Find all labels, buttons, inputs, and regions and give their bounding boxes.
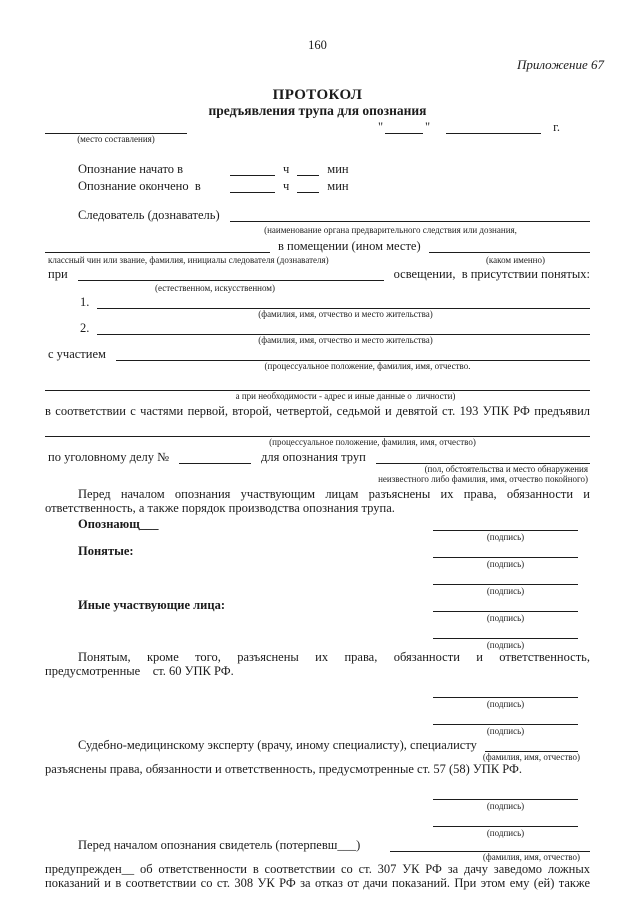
minutes-unit: мин <box>327 179 349 193</box>
rank-blank-line <box>45 239 270 253</box>
participation-label: с участием <box>48 347 106 361</box>
signature-caption: (подпись) <box>486 559 525 569</box>
premises-label: в помещении (ином месте) <box>278 239 421 253</box>
signature-line <box>433 517 578 531</box>
signature-caption: (подпись) <box>486 801 525 811</box>
lighting-blank-line <box>78 267 384 281</box>
place-caption: (место составления) <box>77 134 155 144</box>
lighting-label: освещении, в присутствии понятых: <box>393 267 590 281</box>
hours-unit: ч <box>283 162 290 176</box>
time-ended-label: Опознание окончено в <box>78 179 201 193</box>
signature-line <box>433 684 578 698</box>
signature-block <box>433 625 578 650</box>
signature-row-attesting-1 <box>45 544 590 569</box>
role-caption: (процессуальное положение, фамилия, имя, отчество) <box>269 437 476 447</box>
rights-paragraph <box>45 487 590 515</box>
warning-paragraph-line-2: показаний и в соответствии со ст. 308 УК РФ за отказ от дачи показаний. При этом ему (ей) также <box>45 876 590 890</box>
signature-row-expert <box>45 786 590 811</box>
warning-paragraph <box>45 862 590 890</box>
page-number: 160 <box>308 38 327 52</box>
corpse-label: для опознания труп <box>261 450 366 464</box>
org-caption: (наименование органа предварительного следствия или дознания, <box>264 225 517 235</box>
header-line <box>45 120 590 144</box>
signature-block <box>433 544 578 569</box>
item-number: 2. <box>80 321 90 335</box>
attesting-witness-blank-line <box>97 321 590 335</box>
quote-open: " <box>377 120 384 134</box>
corpse-caption-1: (пол, обстоятельства и место обнаружения <box>424 464 588 474</box>
case-number-blank-line <box>179 450 251 464</box>
signature-block <box>433 711 578 736</box>
place-blank-line <box>45 120 187 134</box>
attesting-witness-1-row <box>45 295 590 309</box>
minutes-unit: мин <box>327 162 349 176</box>
lighting-row <box>45 267 590 281</box>
expert-row <box>45 738 590 752</box>
signature-block <box>433 813 578 838</box>
investigator-row <box>45 208 590 222</box>
protocol-subtitle: предъявления трупа для опознания <box>208 103 427 118</box>
attesting-witnesses-label: Понятые: <box>78 544 134 558</box>
witness-row <box>45 838 590 852</box>
signature-line <box>433 598 578 612</box>
minutes-blank-line <box>297 162 319 176</box>
lighting-caption: (естественном, искусственном) <box>155 283 275 293</box>
signature-caption: (подпись) <box>486 640 525 650</box>
rights-paragraph-line-2: ответственность, а также порядок производства опознания трупа. <box>45 501 395 515</box>
time-ended-row <box>78 179 590 193</box>
signature-line <box>433 786 578 800</box>
signature-block <box>433 786 578 811</box>
corpse-caption-2: неизвестного либо фамилия, имя, отчество покойного) <box>378 474 588 484</box>
signature-line <box>433 544 578 558</box>
warning-paragraph-line-1: предупрежден__ об ответственности в соответствии со ст. 307 УК РФ за дачу заведомо ложных <box>45 862 590 876</box>
premises-blank-line <box>429 239 590 253</box>
expert-fio-caption: (фамилия, имя, отчество) <box>482 752 580 762</box>
attesting-paragraph <box>45 650 590 678</box>
hours-blank-line <box>230 179 275 193</box>
signature-caption: (подпись) <box>486 586 525 596</box>
signature-line <box>433 571 578 585</box>
signature-row-identifying <box>45 517 590 542</box>
expert-line: Судебно-медицинскому эксперту (врачу, иному специалисту), специалисту <box>78 738 477 752</box>
statute-line: в соответствии с частями первой, второй, четвертой, седьмой и девятой ст. 193 УПК РФ предъявил <box>45 404 590 418</box>
protocol-title: ПРОТОКОЛ <box>272 87 363 103</box>
attesting-paragraph-line-2: предусмотренные ст. 60 УПК РФ. <box>45 664 234 678</box>
witness-fio-caption: (фамилия, имя, отчество) <box>482 852 580 862</box>
time-started-row <box>78 162 590 176</box>
participation-extra-blank-line <box>45 377 590 391</box>
signature-row-attesting-3 <box>45 684 590 709</box>
case-row <box>45 450 590 464</box>
investigator-blank-line <box>230 208 590 222</box>
other-participants-label: Иные участвующие лица: <box>78 598 225 612</box>
year-suffix: г. <box>553 120 560 134</box>
signature-row-specialist <box>45 813 590 838</box>
at-label: при <box>48 267 68 281</box>
signature-row-attesting-4 <box>45 711 590 736</box>
hours-blank-line <box>230 162 275 176</box>
hours-unit: ч <box>283 179 290 193</box>
participation-row <box>45 347 590 361</box>
signature-block <box>433 684 578 709</box>
minutes-blank-line <box>297 179 319 193</box>
fio-residence-caption: (фамилия, имя, отчество и место жительства) <box>258 335 433 345</box>
participation-caption-2: а при необходимости - адрес и иные данные о личности) <box>235 391 456 401</box>
expert-statute-line: разъяснены права, обязанности и ответственность, предусмотренные ст. 57 (58) УПК РФ. <box>45 762 523 776</box>
participation-caption-1: (процессуальное положение, фамилия, имя, отчество. <box>264 361 471 371</box>
attesting-paragraph-line-1: Понятым, кроме того, разъяснены их права, обязанности и ответственность, <box>78 650 590 664</box>
signature-caption: (подпись) <box>486 726 525 736</box>
signature-line <box>433 711 578 725</box>
month-year-blank-line <box>446 120 541 134</box>
presented-person-blank-line <box>45 423 590 437</box>
signature-row-others-2 <box>45 625 590 650</box>
signature-block <box>433 598 578 623</box>
rank-caption: классный чин или звание, фамилия, инициалы следователя (дознавателя) <box>48 255 329 265</box>
signature-line <box>433 625 578 639</box>
witness-line: Перед началом опознания свидетель (потерпевш___) <box>78 838 361 852</box>
premises-row <box>45 239 590 253</box>
witness-fio-blank-line <box>390 838 590 852</box>
annex-label: Приложение 67 <box>516 57 604 72</box>
expert-fio-blank-line <box>485 738 578 752</box>
signature-row-others-1 <box>45 598 590 623</box>
rights-paragraph-line-1: Перед началом опознания участвующим лицам разъяснены их права, обязанности и <box>78 487 590 501</box>
signature-block <box>433 517 578 542</box>
signature-caption: (подпись) <box>486 532 525 542</box>
quote-close: " <box>425 120 431 134</box>
day-blank-line <box>385 120 423 134</box>
time-started-label: Опознание начато в <box>78 162 184 176</box>
signature-caption: (подпись) <box>486 828 525 838</box>
case-label: по уголовному делу № <box>48 450 170 464</box>
attesting-witness-2-row <box>45 321 590 335</box>
signature-caption: (подпись) <box>486 613 525 623</box>
rank-caption-row <box>45 255 590 265</box>
signature-line <box>433 813 578 827</box>
corpse-blank-line <box>376 450 590 464</box>
date-line <box>376 120 560 134</box>
item-number: 1. <box>80 295 90 309</box>
investigator-label: Следователь (дознаватель) <box>78 208 220 222</box>
attesting-witness-blank-line <box>97 295 590 309</box>
participation-blank-line <box>116 347 590 361</box>
signature-row-attesting-2 <box>45 571 590 596</box>
signature-block <box>433 571 578 596</box>
place-of-drafting <box>45 120 187 144</box>
which-caption: (каком именно) <box>485 255 545 265</box>
identifying-person-label: Опознающ___ <box>78 517 159 531</box>
signature-caption: (подпись) <box>486 699 525 709</box>
fio-residence-caption: (фамилия, имя, отчество и место жительства) <box>258 309 433 319</box>
